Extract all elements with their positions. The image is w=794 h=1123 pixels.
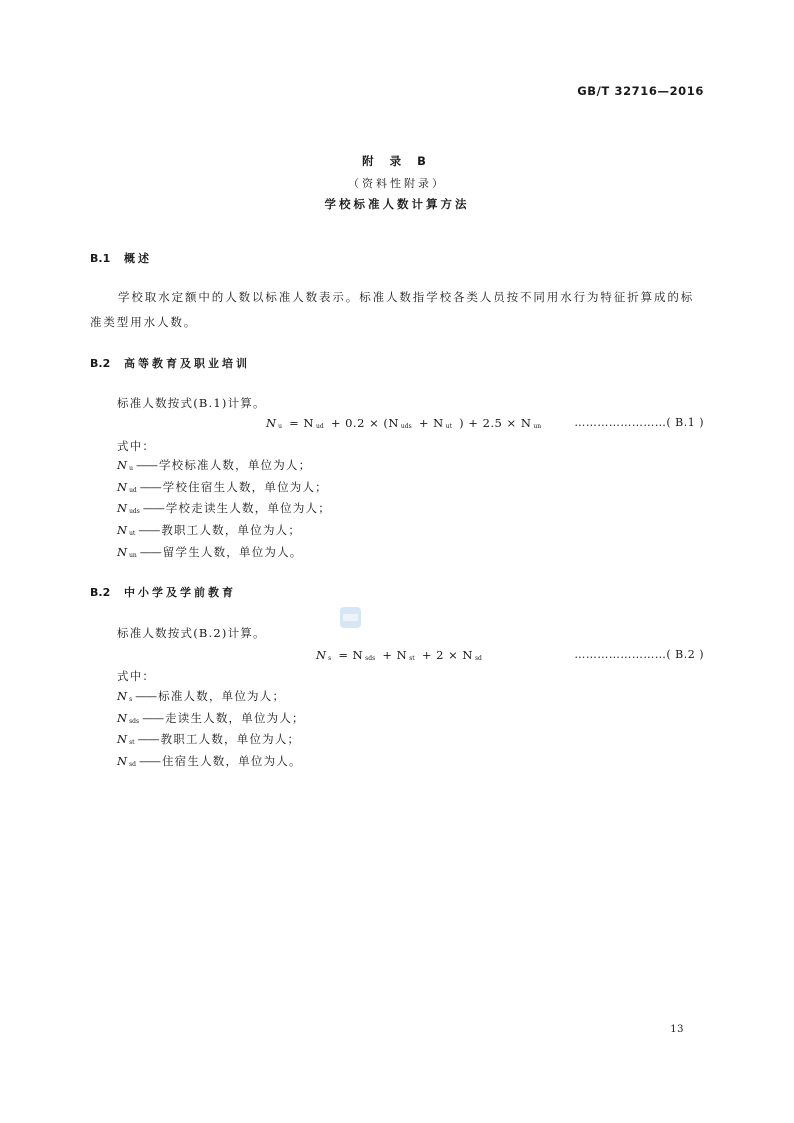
formula-symbol: N [266, 416, 277, 430]
formula-intro-b2: 标准人数按式(B.2)计算。 [117, 626, 266, 640]
formula-subscript: ut [445, 423, 452, 430]
def-symbol: N [117, 544, 128, 559]
formula-subscript: u [278, 423, 282, 430]
definition-item [117, 498, 331, 520]
formula-term: = N [338, 648, 364, 662]
formula-term: ) + 2.5 × N [459, 416, 532, 430]
def-symbol: N [117, 523, 128, 538]
definition-list-b1 [117, 455, 331, 563]
def-subscript: ud [129, 486, 137, 494]
def-text: 教职工人数，单位为人； [161, 523, 302, 538]
def-symbol: N [117, 689, 128, 703]
section-title: 高等教育及职业培训 [124, 357, 250, 370]
section-body-b1 [90, 285, 704, 335]
def-text: 住宿生人数，单位为人。 [161, 754, 302, 769]
annex-name: 学校标准人数计算方法 [324, 197, 470, 211]
formula-subscript: uds [400, 423, 412, 430]
def-dash: —— [137, 732, 159, 747]
annex-nature: （资料性附录） [348, 177, 446, 190]
equation-number-b1: ……………………( B.1 ) [574, 416, 704, 429]
definition-item [117, 751, 305, 773]
def-subscript: sd [129, 761, 136, 769]
formula-term: + 0.2 × (N [330, 416, 399, 430]
def-symbol: N [117, 710, 128, 725]
def-dash: —— [138, 523, 160, 538]
where-label: 式中： [117, 669, 156, 683]
formula-term: + 2 × N [421, 648, 473, 662]
page-number: 13 [670, 1024, 684, 1035]
def-subscript: un [129, 551, 137, 559]
section-heading-b1 [90, 250, 152, 266]
formula-term: = N [289, 416, 314, 430]
def-symbol: N [117, 732, 128, 747]
def-dash: —— [142, 710, 164, 725]
formula-subscript: sds [365, 655, 376, 662]
def-text: 留学生人数，单位为人。 [162, 544, 303, 559]
def-symbol: N [117, 458, 128, 472]
formula-symbol: N [316, 648, 327, 662]
def-subscript: uds [129, 508, 140, 516]
formula-term: + N [418, 416, 444, 430]
def-dash: —— [135, 458, 157, 472]
def-text: 学校标准人数，单位为人； [158, 458, 312, 472]
def-subscript: ut [129, 530, 136, 538]
def-dash: —— [139, 544, 161, 559]
def-text: 学校住宿生人数，单位为人； [162, 479, 328, 494]
formula-subscript: st [409, 655, 415, 662]
def-dash: —— [142, 501, 164, 516]
section-number: B.1 [90, 252, 111, 265]
section-heading-b2-primary [90, 584, 236, 600]
def-subscript: u [129, 465, 133, 472]
formula-subscript: sd [474, 655, 482, 662]
formula-subscript: un [533, 423, 542, 430]
def-symbol: N [117, 479, 128, 494]
where-label: 式中： [117, 439, 156, 453]
definition-list-b2 [117, 686, 305, 773]
equation-number-b2: ……………………( B.2 ) [574, 648, 704, 661]
body-text: 学校取水定额中的人数以标准人数表示。标准人数指学校各类人员按不同用水行为特征折算成的标准类型用水人数。 [90, 290, 695, 329]
section-number: B.2 [90, 586, 111, 599]
section-title: 概述 [124, 252, 152, 265]
section-heading-b2-higher [90, 355, 250, 371]
definition-item [117, 477, 331, 499]
definition-item [117, 708, 305, 730]
definition-item [117, 455, 331, 477]
definition-item [117, 542, 331, 564]
watermark-logo-icon [340, 607, 361, 628]
formula-b1 [266, 416, 544, 430]
standard-code: GB/T 32716—2016 [577, 84, 704, 98]
formula-intro-b1: 标准人数按式(B.1)计算。 [117, 396, 266, 410]
definition-item [117, 520, 331, 542]
def-dash: —— [138, 754, 160, 769]
def-subscript: sds [129, 717, 140, 725]
def-text: 教职工人数，单位为人； [160, 732, 301, 747]
formula-term: + N [382, 648, 408, 662]
definition-item [117, 729, 305, 751]
formula-b2 [316, 648, 485, 662]
def-subscript: st [129, 739, 135, 747]
def-subscript: s [129, 696, 133, 703]
def-symbol: N [117, 754, 128, 769]
def-text: 标准人数，单位为人； [158, 689, 286, 703]
def-dash: —— [135, 689, 157, 703]
definition-item [117, 686, 305, 708]
section-title: 中小学及学前教育 [124, 586, 236, 599]
def-symbol: N [117, 501, 128, 516]
formula-subscript: s [328, 655, 332, 662]
def-text: 学校走读生人数，单位为人； [165, 501, 331, 516]
def-dash: —— [139, 479, 161, 494]
section-number: B.2 [90, 357, 111, 370]
def-text: 走读生人数，单位为人； [165, 710, 305, 725]
formula-subscript: ud [315, 423, 324, 430]
annex-title: 附 录 B [362, 154, 432, 168]
